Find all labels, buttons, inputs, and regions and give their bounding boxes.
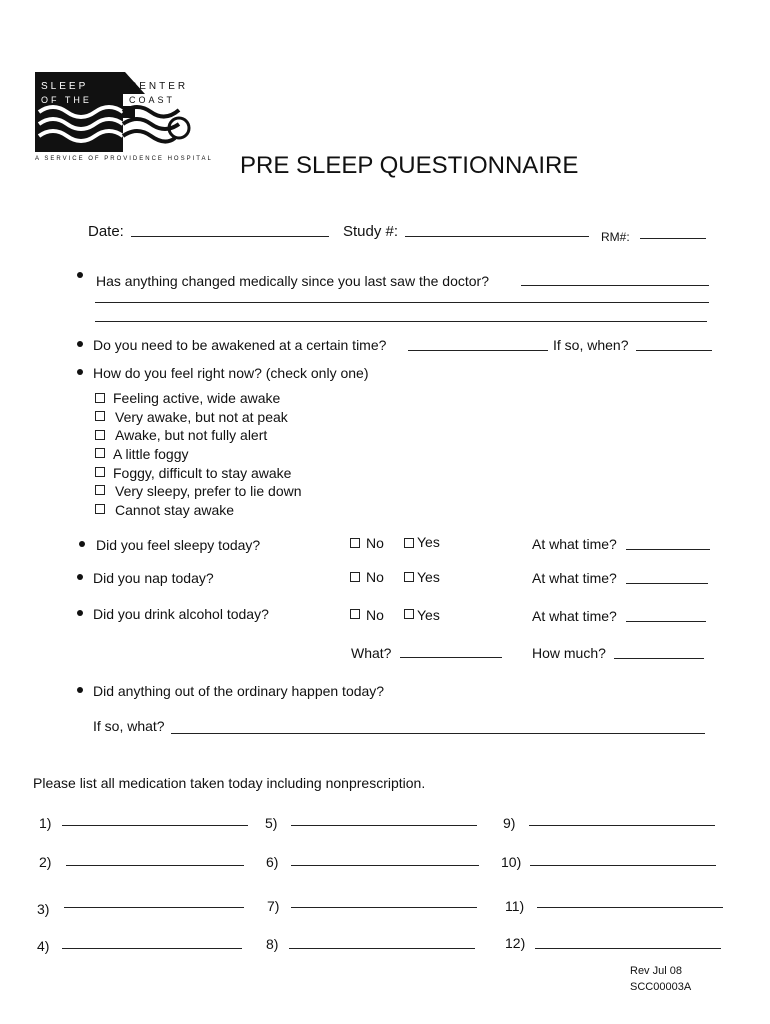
sleepy-time-label: At what time? xyxy=(532,536,617,552)
feel-option-checkbox[interactable] xyxy=(95,430,105,440)
nap-no-label: No xyxy=(366,569,384,585)
alcohol-what-line[interactable] xyxy=(400,657,502,658)
feel-option-label: Foggy, difficult to stay awake xyxy=(113,465,292,481)
date-field[interactable] xyxy=(131,236,329,237)
alcohol-no-checkbox[interactable] xyxy=(350,609,360,619)
med-number: 2) xyxy=(39,854,52,870)
med-line-12[interactable] xyxy=(535,948,721,949)
feel-option-label: Feeling active, wide awake xyxy=(113,390,281,406)
nap-yes-checkbox[interactable] xyxy=(404,572,414,582)
nap-yes-label: Yes xyxy=(417,569,440,585)
form-code: SCC00003A xyxy=(630,981,692,993)
med-line-6[interactable] xyxy=(291,865,479,866)
sleepy-no-checkbox[interactable] xyxy=(350,538,360,548)
question-ordinary: Did anything out of the ordinary happen today? xyxy=(93,683,385,699)
feel-option-checkbox[interactable] xyxy=(95,393,105,403)
bullet xyxy=(79,541,85,547)
changed-answer-line-1[interactable] xyxy=(521,285,709,286)
med-number: 12) xyxy=(505,935,526,951)
logo-tagline: A SERVICE OF PROVIDENCE HOSPITAL xyxy=(35,156,213,162)
changed-answer-line-3[interactable] xyxy=(95,321,707,322)
med-number: 10) xyxy=(501,854,522,870)
bullet xyxy=(77,272,83,278)
if-so-when-label: If so, when? xyxy=(553,337,629,353)
sleepy-time-line[interactable] xyxy=(626,549,710,550)
alcohol-how-much-line[interactable] xyxy=(614,658,704,659)
alcohol-time-line[interactable] xyxy=(626,621,706,622)
if-so-what-label: If so, what? xyxy=(93,718,165,734)
feel-option-checkbox[interactable] xyxy=(95,411,105,421)
med-line-4[interactable] xyxy=(62,948,242,949)
med-number: 1) xyxy=(39,815,52,831)
svg-text:OF THE: OF THE xyxy=(41,95,92,105)
sleepy-yes-checkbox[interactable] xyxy=(404,538,414,548)
question-feel: How do you feel right now? (check only one) xyxy=(93,365,369,381)
med-number: 7) xyxy=(267,898,280,914)
alcohol-no-label: No xyxy=(366,607,384,623)
med-line-5[interactable] xyxy=(291,825,477,826)
bullet xyxy=(77,574,83,580)
question-alcohol: Did you drink alcohol today? xyxy=(93,606,269,622)
medication-prompt: Please list all medication taken today including nonprescription. xyxy=(33,775,426,791)
med-number: 5) xyxy=(265,815,278,831)
bullet xyxy=(77,610,83,616)
svg-text:SLEEP: SLEEP xyxy=(41,81,89,92)
page-title: PRE SLEEP QUESTIONNAIRE xyxy=(240,152,579,179)
changed-answer-line-2[interactable] xyxy=(95,302,709,303)
question-sleepy: Did you feel sleepy today? xyxy=(96,537,261,553)
alcohol-what-label: What? xyxy=(351,645,392,661)
bullet xyxy=(77,341,83,347)
med-line-2[interactable] xyxy=(66,865,244,866)
med-number: 8) xyxy=(266,936,279,952)
med-line-9[interactable] xyxy=(529,825,715,826)
alcohol-time-label: At what time? xyxy=(532,608,617,624)
svg-text:COAST: COAST xyxy=(129,95,176,105)
feel-option-label: A little foggy xyxy=(113,446,189,462)
med-number: 3) xyxy=(37,901,50,917)
feel-option-checkbox[interactable] xyxy=(95,448,105,458)
feel-option-label: Awake, but not fully alert xyxy=(115,427,268,443)
rm-field[interactable] xyxy=(640,238,706,239)
revision-label: Rev Jul 08 xyxy=(630,965,682,977)
date-label: Date: xyxy=(88,223,124,240)
question-nap: Did you nap today? xyxy=(93,570,214,586)
rm-label: RM#: xyxy=(601,230,630,244)
med-number: 9) xyxy=(503,815,516,831)
med-line-7[interactable] xyxy=(291,907,477,908)
question-changed: Has anything changed medically since you last saw the doctor? xyxy=(96,273,489,289)
feel-option-label: Very awake, but not at peak xyxy=(115,409,288,425)
med-number: 11) xyxy=(505,898,525,914)
sleepy-yes-label: Yes xyxy=(417,534,440,550)
ordinary-answer-line[interactable] xyxy=(171,733,705,734)
study-field[interactable] xyxy=(405,236,589,237)
med-number: 6) xyxy=(266,854,279,870)
med-line-8[interactable] xyxy=(289,948,475,949)
feel-option-checkbox[interactable] xyxy=(95,467,105,477)
bullet xyxy=(77,369,83,375)
alcohol-yes-label: Yes xyxy=(417,607,440,623)
feel-option-label: Cannot stay awake xyxy=(115,502,235,518)
feel-option-label: Very sleepy, prefer to lie down xyxy=(115,483,302,499)
nap-time-label: At what time? xyxy=(532,570,617,586)
svg-text:CENTER: CENTER xyxy=(129,81,189,92)
med-line-3[interactable] xyxy=(64,907,244,908)
med-number: 4) xyxy=(37,938,50,954)
alcohol-how-much-label: How much? xyxy=(532,645,606,661)
nap-time-line[interactable] xyxy=(626,583,708,584)
feel-option-checkbox[interactable] xyxy=(95,504,105,514)
sleepy-no-label: No xyxy=(366,535,384,551)
nap-no-checkbox[interactable] xyxy=(350,572,360,582)
study-label: Study #: xyxy=(343,223,399,240)
awakened-when-line[interactable] xyxy=(636,350,712,351)
med-line-1[interactable] xyxy=(62,825,248,826)
feel-option-checkbox[interactable] xyxy=(95,485,105,495)
question-awakened: Do you need to be awakened at a certain time? xyxy=(93,337,387,353)
alcohol-yes-checkbox[interactable] xyxy=(404,609,414,619)
bullet xyxy=(77,687,83,693)
med-line-11[interactable] xyxy=(537,907,723,908)
med-line-10[interactable] xyxy=(530,865,716,866)
awakened-answer-line[interactable] xyxy=(408,350,548,351)
